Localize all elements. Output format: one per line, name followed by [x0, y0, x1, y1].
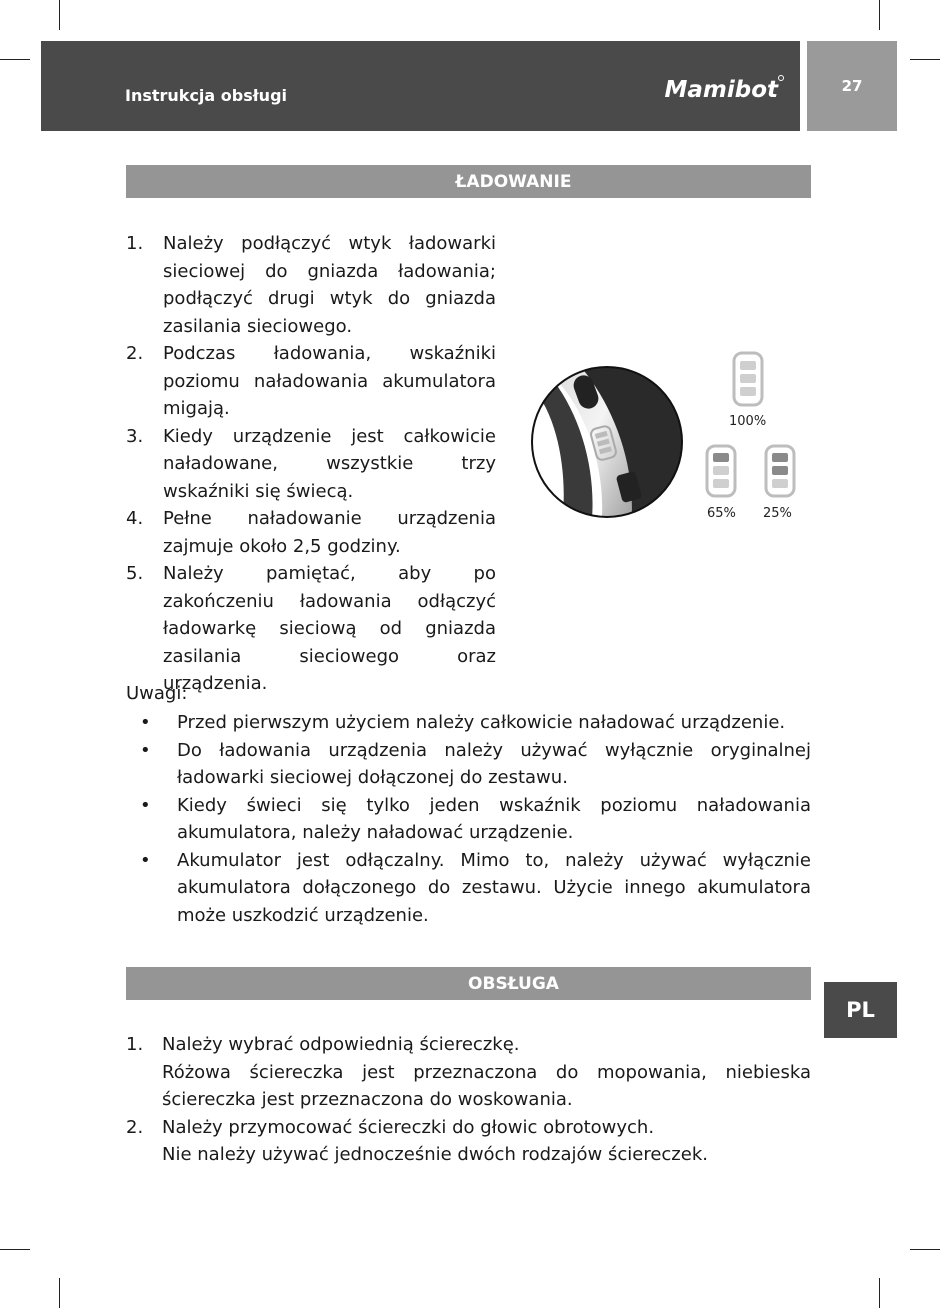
note-text: Przed pierwszym użyciem należy całkowicie naładować urządzenie. [177, 712, 786, 733]
note-text: Akumulator jest odłączalny. Mimo to, należy używać wyłącznie akumulatora dołączonego do zestawu. Użycie innego akumulatora może uszkodzić urządzenie. [177, 849, 811, 926]
step-number: 3. [126, 425, 144, 447]
step-number: 4. [126, 508, 144, 529]
list-item [126, 423, 496, 506]
bullet: • [140, 739, 151, 761]
step-number: 5. [126, 563, 144, 584]
list-item [126, 230, 496, 340]
step-number: 2. [126, 1116, 144, 1138]
battery-low-icon [766, 446, 794, 496]
indicator-label-25: 25% [763, 506, 792, 521]
step-text: Pełne naładowanie urządzenia zajmuje około 2,5 godziny. [163, 508, 496, 557]
page-number: 27 [807, 41, 897, 131]
step-number: 1. [126, 233, 144, 254]
operation-steps [126, 1031, 811, 1169]
crop-mark [879, 1278, 880, 1308]
step-text: Należy wybrać odpowiednią ściereczkę. [162, 1034, 520, 1055]
list-item [126, 1114, 811, 1142]
list-item [126, 505, 496, 560]
crop-mark [0, 1249, 30, 1250]
crop-mark [59, 1278, 60, 1308]
crop-mark [910, 59, 940, 60]
document-title: Instrukcja obsługi [125, 86, 288, 105]
list-item [126, 709, 811, 737]
notes-list [126, 709, 811, 929]
list-item [126, 1031, 811, 1059]
step-number: 1. [126, 1034, 144, 1055]
step-text: Należy pamiętać, aby po zakończeniu ładowania odłączyć ładowarkę sieciową od gniazda zasilania sieciowego oraz urządzenia. [163, 563, 496, 694]
step-detail: Nie należy używać jednocześnie dwóch rodzajów ściereczek. [162, 1144, 708, 1165]
list-item [126, 340, 496, 423]
bullet: • [140, 712, 151, 733]
battery-full-icon [734, 353, 762, 405]
step-detail: Różowa ściereczka jest przeznaczona do mopowania, niebieska ściereczka jest przeznaczona do woskowania. [162, 1061, 811, 1110]
indicator-label-100: 100% [729, 414, 767, 429]
bullet: • [140, 794, 151, 816]
section-heading-charging: ŁADOWANIE [126, 165, 811, 198]
note-text: Do ładowania urządzenia należy używać wyłącznie oryginalnej ładowarki sieciowej dołączonej do zestawu. [177, 739, 811, 788]
list-item [126, 560, 496, 698]
list-item [126, 737, 811, 792]
bullet: • [140, 849, 151, 871]
step-number: 2. [126, 343, 144, 364]
crop-mark [879, 0, 880, 30]
crop-mark [0, 59, 30, 60]
crop-mark [910, 1249, 940, 1250]
list-item [126, 847, 811, 930]
list-item [126, 792, 811, 847]
note-text: Kiedy świeci się tylko jeden wskaźnik poziomu naładowania akumulatora, należy naładować urządzenie. [177, 794, 811, 843]
step-text: Podczas ładowania, wskaźniki poziomu naładowania akumulatora migają. [163, 343, 496, 419]
crop-mark [59, 0, 60, 30]
charging-indicator-illustration [530, 345, 830, 525]
charging-steps [126, 230, 496, 698]
device-closeup [530, 355, 690, 525]
step-text: Należy podłączyć wtyk ładowarki sieciowej do gniazda ładowania; podłączyć drugi wtyk do gniazda zasilania sieciowego. [163, 233, 496, 337]
indicator-label-65: 65% [707, 506, 736, 521]
brand-logo: Mamibot [664, 77, 778, 103]
notes-title: Uwagi: [126, 683, 188, 704]
battery-mid-icon [707, 446, 735, 496]
section-heading-operation: OBSŁUGA [126, 967, 811, 1000]
step-text: Kiedy urządzenie jest całkowicie naładowane, wszystkie trzy wskaźniki się świecą. [163, 425, 496, 502]
registered-mark-icon [778, 75, 784, 81]
language-tab: PL [824, 982, 897, 1038]
header-bar [41, 41, 800, 131]
step-text: Należy przymocować ściereczki do głowic obrotowych. [162, 1116, 655, 1138]
